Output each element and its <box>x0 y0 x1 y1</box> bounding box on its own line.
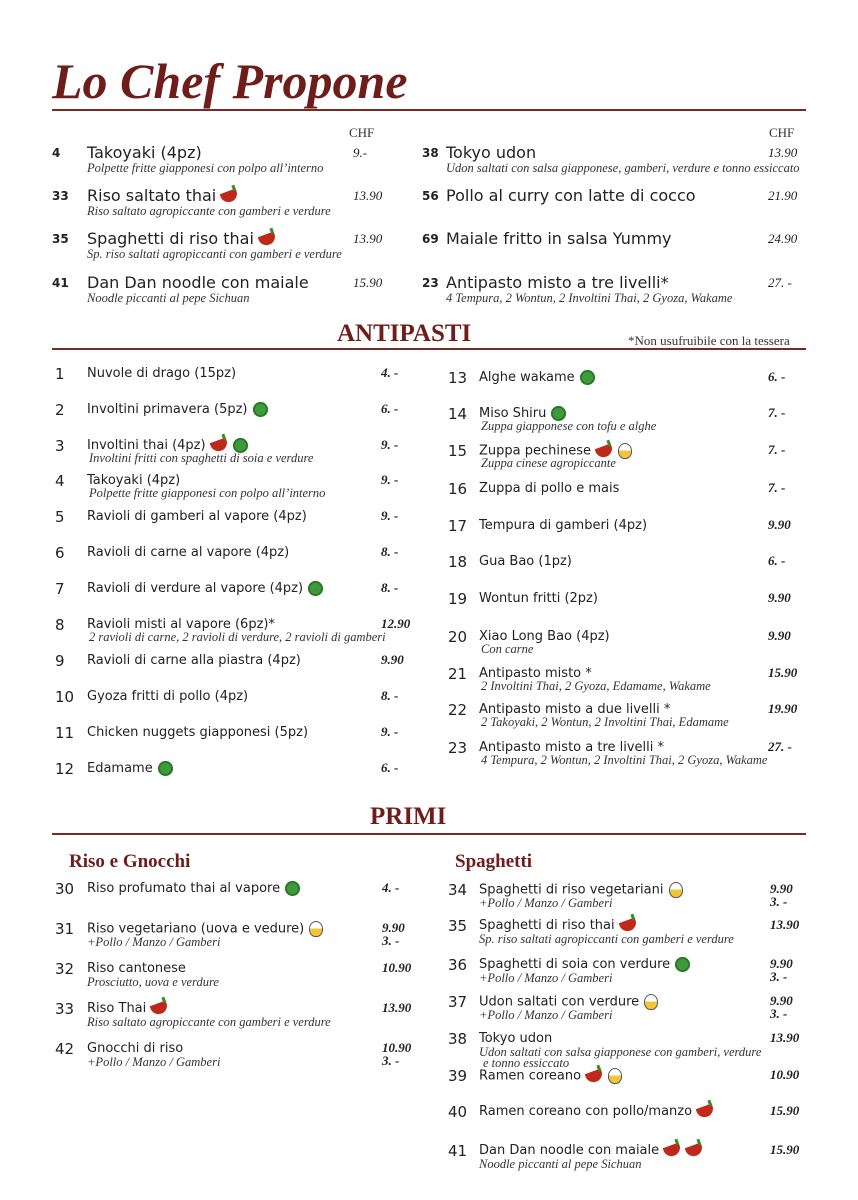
item-price: 6. - <box>381 401 399 416</box>
item-name-text: Zuppa pechinese <box>479 443 592 459</box>
egg-icon <box>644 994 658 1010</box>
item-number: 23 <box>448 739 468 757</box>
note: *Non usufruibile con la tessera <box>628 333 790 348</box>
item-number: 22 <box>448 701 468 719</box>
item-price: 9. - <box>381 472 399 487</box>
item-number: 3 <box>55 437 65 455</box>
item-description: Con carne <box>481 642 534 656</box>
item-name-text: Spaghetti di soia con verdure <box>479 957 671 972</box>
item-name-text: Dan Dan noodle con maiale <box>479 1143 660 1158</box>
item-description: Zuppa cinese agropiccante <box>481 456 616 470</box>
egg-icon <box>669 882 683 898</box>
item-price: 13.90 <box>770 1030 800 1045</box>
item-number: 31 <box>55 920 75 938</box>
item-name-text: Riso Thai <box>87 1001 147 1016</box>
item-name-text: Tempura di gamberi (4pz) <box>479 518 648 533</box>
item-price: 13.90 <box>768 145 798 160</box>
item-number: 20 <box>448 628 468 646</box>
item-price: 9.90 <box>768 628 791 643</box>
item-extra-price: 3. - <box>770 894 788 909</box>
item-name <box>479 591 598 606</box>
item-name-text: Riso profumato thai al vapore <box>87 881 281 896</box>
item-price: 9.90 <box>381 652 404 667</box>
item-name-text: Tokyo udon <box>479 1031 553 1046</box>
item-number: 41 <box>52 276 69 290</box>
vegetarian-leaf-icon <box>285 881 300 896</box>
item-number: 16 <box>448 480 468 498</box>
item-name-text: Antipasto misto * <box>479 666 592 681</box>
item-price: 15.90 <box>770 1142 800 1157</box>
item-description: Noodle piccanti al pepe Sichuan <box>479 1157 642 1171</box>
item-extra-price: 3. - <box>770 1006 788 1021</box>
egg-icon <box>618 443 632 459</box>
chili-icon <box>585 1068 605 1084</box>
item-number: 32 <box>55 960 75 978</box>
item-name <box>87 1041 183 1056</box>
item-price: 10.90 <box>382 1040 412 1055</box>
item-price: 6. - <box>381 760 399 775</box>
item-price: 9.90 <box>770 956 793 971</box>
item-description: +Pollo / Manzo / Gamberi <box>479 896 613 910</box>
item-name <box>87 143 202 162</box>
item-name <box>479 1143 703 1158</box>
vegetarian-leaf-icon <box>158 761 173 776</box>
item-price: 6. - <box>768 369 786 384</box>
item-number: 39 <box>448 1067 468 1085</box>
item-description: 2 Takoyaki, 2 Wontun, 2 Involtini Thai, Edamame <box>481 715 729 729</box>
subsection-title: Riso e Gnocchi <box>69 851 191 872</box>
item-name <box>87 186 238 205</box>
item-name <box>87 509 307 524</box>
chili-icon <box>220 188 240 204</box>
egg-icon <box>309 921 323 937</box>
item-number: 35 <box>52 232 69 246</box>
item-number: 6 <box>55 544 65 562</box>
item-extra-price: 3. - <box>770 969 788 984</box>
item-price: 13.90 <box>353 188 383 203</box>
item-name-text: Chicken nuggets giapponesi (5pz) <box>87 725 309 740</box>
item-price: 15.90 <box>770 1103 800 1118</box>
vegetarian-leaf-icon <box>253 402 268 417</box>
item-number: 13 <box>448 369 468 387</box>
item-name <box>87 725 308 740</box>
item-number: 33 <box>52 189 69 203</box>
item-name-text: Ravioli di carne alla piastra (4pz) <box>87 653 301 668</box>
item-name-text: Riso cantonese <box>87 961 186 976</box>
item-name-text: Ravioli di verdure al vapore (4pz) <box>87 581 304 596</box>
item-name-text: Miso Shiru <box>479 406 547 421</box>
item-price: 9.- <box>353 145 368 160</box>
item-description: Riso saltato agropiccante con gamberi e verdure <box>87 204 331 218</box>
item-name-text: Udon saltati con verdure <box>479 994 640 1010</box>
item-price: 13.90 <box>770 917 800 932</box>
item-description: Involtini fritti con spaghetti di soia e verdure <box>89 451 314 465</box>
chili-icon <box>696 1103 716 1119</box>
section-title-antipasti: ANTIPASTI <box>337 320 472 347</box>
item-extra-price: 3. - <box>382 933 400 948</box>
item-name-text: Takoyaki (4pz) <box>87 473 181 488</box>
item-name-text: Antipasto misto a due livelli * <box>479 702 671 717</box>
item-name <box>87 881 300 896</box>
egg-icon <box>608 1068 622 1084</box>
item-number: 11 <box>55 724 75 742</box>
item-name-text: Alghe wakame <box>479 370 575 385</box>
item-number: 17 <box>448 517 468 535</box>
item-description: Noodle piccanti al pepe Sichuan <box>87 291 250 305</box>
item-description: +Pollo / Manzo / Gamberi <box>87 1055 221 1069</box>
item-name <box>87 689 248 704</box>
item-name-text: Gua Bao (1pz) <box>479 554 572 569</box>
item-number: 9 <box>55 652 65 670</box>
item-number: 42 <box>55 1040 75 1058</box>
item-name <box>87 653 301 668</box>
item-number: 30 <box>55 880 75 898</box>
item-name-text: Ramen coreano <box>479 1068 582 1084</box>
item-price: 10.90 <box>770 1067 800 1082</box>
item-name <box>446 186 696 205</box>
item-name-text: Involtini primavera (5pz) <box>87 402 248 417</box>
item-name-text: Spaghetti di riso thai <box>87 229 254 248</box>
item-price: 21.90 <box>768 188 798 203</box>
item-description: e tonno essiccato <box>483 1056 570 1070</box>
item-description: Polpette fritte giapponesi con polpo all’interno <box>87 161 324 175</box>
item-price: 7. - <box>768 480 786 495</box>
item-name <box>87 273 309 292</box>
item-name <box>479 481 619 496</box>
item-description: 2 ravioli di carne, 2 ravioli di verdure, 2 ravioli di gamberi <box>89 630 386 644</box>
item-name-text: Gyoza fritti di pollo (4pz) <box>87 689 249 704</box>
item-name <box>479 554 572 569</box>
item-number: 35 <box>448 917 468 935</box>
item-description: Udon saltati con salsa giapponese con gamberi, verdure <box>479 1045 762 1059</box>
item-name-text: Ramen coreano con pollo/manzo <box>479 1104 693 1119</box>
item-name-text: Tokyo udon <box>446 143 537 162</box>
item-number: 19 <box>448 590 468 608</box>
item-number: 14 <box>448 405 468 423</box>
item-name-text: Pollo al curry con latte di cocco <box>446 186 696 205</box>
item-name-text: Riso vegetariano (uova e vedure) <box>87 921 305 937</box>
item-number: 36 <box>448 956 468 974</box>
item-price: 7. - <box>768 405 786 420</box>
item-name-text: Nuvole di drago (15pz) <box>87 366 237 381</box>
item-price: 7. - <box>768 442 786 457</box>
page-title: Lo Chef Propone <box>52 53 408 109</box>
item-name <box>87 581 323 596</box>
item-price: 12.90 <box>381 616 411 631</box>
item-name <box>479 918 637 933</box>
item-number: 34 <box>448 881 468 899</box>
subsection-title: Spaghetti <box>455 851 533 872</box>
item-price: 24.90 <box>768 231 798 246</box>
item-name <box>87 366 236 381</box>
item-name-text: Antipasto misto a tre livelli* <box>446 273 669 292</box>
item-name-text: Edamame <box>87 761 153 776</box>
currency-label: CHF <box>769 125 795 140</box>
item-name-text: Involtini thai (4pz) <box>87 438 206 453</box>
item-price: 9. - <box>381 437 399 452</box>
item-number: 2 <box>55 401 65 419</box>
item-number: 37 <box>448 993 468 1011</box>
divider <box>52 109 806 111</box>
item-price: 9.90 <box>382 920 405 935</box>
item-name <box>479 1104 714 1119</box>
item-description: 4 Tempura, 2 Wontun, 2 Involtini Thai, 2 Gyoza, Wakame <box>481 753 768 767</box>
item-description: +Pollo / Manzo / Gamberi <box>87 935 221 949</box>
item-name <box>87 761 173 776</box>
item-number: 40 <box>448 1103 468 1121</box>
item-description: Polpette fritte giapponesi con polpo all’interno <box>89 486 326 500</box>
item-name-text: Spaghetti di riso thai <box>479 918 615 933</box>
item-name <box>446 229 672 248</box>
item-name <box>446 273 669 292</box>
item-name-text: Riso saltato thai <box>87 186 217 205</box>
item-number: 10 <box>55 688 75 706</box>
item-price: 6. - <box>768 553 786 568</box>
item-name <box>87 229 276 248</box>
item-name <box>87 1001 168 1016</box>
item-name <box>479 518 647 533</box>
vegetarian-leaf-icon <box>308 581 323 596</box>
item-name <box>479 1031 552 1046</box>
item-price: 4. - <box>381 365 399 380</box>
item-number: 41 <box>448 1142 468 1160</box>
item-number: 21 <box>448 665 468 683</box>
item-number: 15 <box>448 442 468 460</box>
divider <box>52 833 806 835</box>
item-description: Sp. riso saltati agropiccanti con gamberi e verdure <box>479 932 734 946</box>
item-name <box>479 1068 622 1084</box>
item-name-text: Ravioli misti al vapore (6pz)* <box>87 617 275 632</box>
item-name <box>87 961 186 976</box>
item-name-text: Xiao Long Bao (4pz) <box>479 629 610 644</box>
item-description: 4 Tempura, 2 Wontun, 2 Involtini Thai, 2 Gyoza, Wakame <box>446 291 733 305</box>
item-name-text: Antipasto misto a tre livelli * <box>479 740 665 755</box>
item-name-text: Spaghetti di riso vegetariani <box>479 882 664 898</box>
item-number: 4 <box>55 472 65 490</box>
item-name-text: Maiale fritto in salsa Yummy <box>446 229 672 248</box>
item-price: 9. - <box>381 508 399 523</box>
item-price: 9.90 <box>770 881 793 896</box>
item-number: 56 <box>422 189 439 203</box>
item-name-text: Dan Dan noodle con maiale <box>87 273 309 292</box>
item-price: 15.90 <box>353 275 383 290</box>
item-number: 1 <box>55 365 65 383</box>
item-price: 8. - <box>381 580 399 595</box>
chili-icon <box>663 1142 683 1158</box>
item-number: 38 <box>448 1030 468 1048</box>
item-price: 4. - <box>382 880 400 895</box>
item-name <box>479 370 595 385</box>
divider <box>52 348 806 350</box>
item-description: 2 Involtini Thai, 2 Gyoza, Edamame, Wakame <box>481 679 711 693</box>
item-name <box>87 402 268 417</box>
section-title-primi: PRIMI <box>370 803 447 830</box>
item-description: Sp. riso saltati agropiccanti con gamberi e verdure <box>87 247 342 261</box>
item-name <box>87 545 289 560</box>
item-number: 18 <box>448 553 468 571</box>
item-description: Riso saltato agropiccante con gamberi e verdure <box>87 1015 331 1029</box>
vegetarian-leaf-icon <box>675 957 690 972</box>
item-price: 27. - <box>768 275 792 290</box>
chili-icon <box>685 1142 705 1158</box>
item-description: Udon saltati con salsa giapponese, gamberi, verdure e tonno essiccato <box>446 161 800 175</box>
item-price: 8. - <box>381 544 399 559</box>
item-number: 38 <box>422 146 439 160</box>
vegetarian-leaf-icon <box>580 370 595 385</box>
item-number: 4 <box>52 146 61 160</box>
item-name <box>446 143 536 162</box>
item-description: +Pollo / Manzo / Gamberi <box>479 1008 613 1022</box>
item-price: 9.90 <box>770 993 793 1008</box>
item-description: Zuppa giapponese con tofu e alghe <box>481 419 657 433</box>
item-price: 13.90 <box>382 1000 412 1015</box>
item-number: 33 <box>55 1000 75 1018</box>
item-name-text: Zuppa di pollo e mais <box>479 481 620 496</box>
item-price: 10.90 <box>382 960 412 975</box>
chili-icon <box>258 231 278 247</box>
item-description: +Pollo / Manzo / Gamberi <box>479 971 613 985</box>
item-number: 12 <box>55 760 75 778</box>
item-price: 15.90 <box>768 665 798 680</box>
currency-label: CHF <box>349 125 375 140</box>
item-name <box>479 957 690 972</box>
item-price: 27. - <box>768 739 792 754</box>
item-name-text: Ravioli di gamberi al vapore (4pz) <box>87 509 307 524</box>
item-name-text: Gnocchi di riso <box>87 1041 184 1056</box>
item-price: 13.90 <box>353 231 383 246</box>
item-number: 23 <box>422 276 439 290</box>
item-description: Prosciutto, uova e verdure <box>87 975 219 989</box>
item-name-text: Ravioli di carne al vapore (4pz) <box>87 545 290 560</box>
item-price: 9.90 <box>768 517 791 532</box>
item-price: 9.90 <box>768 590 791 605</box>
item-number: 7 <box>55 580 65 598</box>
item-number: 8 <box>55 616 65 634</box>
item-name-text: Wontun fritti (2pz) <box>479 591 598 606</box>
item-price: 19.90 <box>768 701 798 716</box>
item-extra-price: 3. - <box>382 1053 400 1068</box>
item-name-text: Takoyaki (4pz) <box>87 143 202 162</box>
item-price: 8. - <box>381 688 399 703</box>
item-price: 9. - <box>381 724 399 739</box>
item-number: 5 <box>55 508 65 526</box>
item-number: 69 <box>422 232 439 246</box>
